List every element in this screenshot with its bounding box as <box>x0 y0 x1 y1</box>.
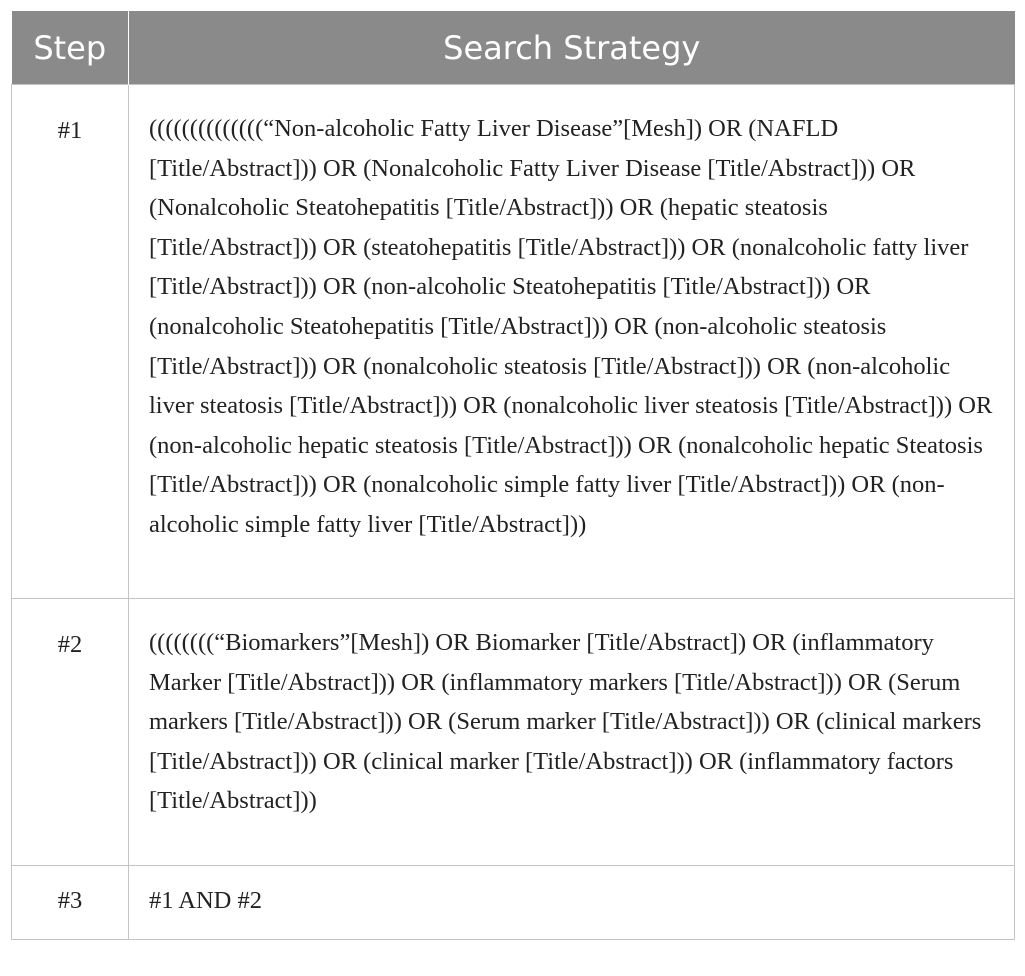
step-cell: #2 <box>12 599 129 866</box>
table-row <box>12 866 1015 940</box>
step-column-header: Step <box>12 11 129 85</box>
table-row <box>12 85 1015 599</box>
table-body <box>12 85 1015 940</box>
strategy-cell: #1 AND #2 <box>129 866 1015 940</box>
table-row <box>12 599 1015 866</box>
table-header <box>12 11 1015 85</box>
step-cell: #3 <box>12 866 129 940</box>
header-row <box>12 11 1015 85</box>
search-strategy-table-container <box>11 11 1014 940</box>
search-strategy-table <box>11 11 1015 940</box>
step-cell: #1 <box>12 85 129 599</box>
strategy-cell: ((((((((((((((“Non-alcoholic Fatty Liver Disease”[Mesh]) OR (NAFLD [Title/Abstract])) OR (Nonalcoholic Fatty Liver Disease [Title/Abstract])) OR (Nonalcoholic Steatohepatitis [Title/Abstract])) OR (hepatic steatosis [Title/Abstract])) OR (steatohepatitis [Title/Abstract])) OR (nonalcoholic fatty liver [Title/Abstract])) OR (non-alcoholic Steatohepatitis [Title/Abstract])) OR (nonalcoholic Steatohepatitis [Title/Abstract])) OR (non-alcoholic steatosis [Title/Abstract])) OR (nonalcoholic steatosis [Title/Abstract])) OR (non-alcoholic liver steatosis [Title/Abstract])) OR (nonalcoholic liver steatosis [Title/Abstract])) OR (non-alcoholic hepatic steatosis [Title/Abstract])) OR (nonalcoholic hepatic Steatosis [Title/Abstract])) OR (nonalcoholic simple fatty liver [Title/Abstract])) OR (non-alcoholic simple fatty liver [Title/Abstract])) <box>129 85 1015 599</box>
strategy-cell: ((((((((“Biomarkers”[Mesh]) OR Biomarker [Title/Abstract]) OR (inflammatory Marker [Title/Abstract])) OR (inflammatory markers [Title/Abstract])) OR (Serum markers [Title/Abstract])) OR (Serum marker [Title/Abstract])) OR (clinical markers [Title/Abstract])) OR (clinical marker [Title/Abstract])) OR (inflammatory factors [Title/Abstract])) <box>129 599 1015 866</box>
search-strategy-column-header: Search Strategy <box>129 11 1015 85</box>
